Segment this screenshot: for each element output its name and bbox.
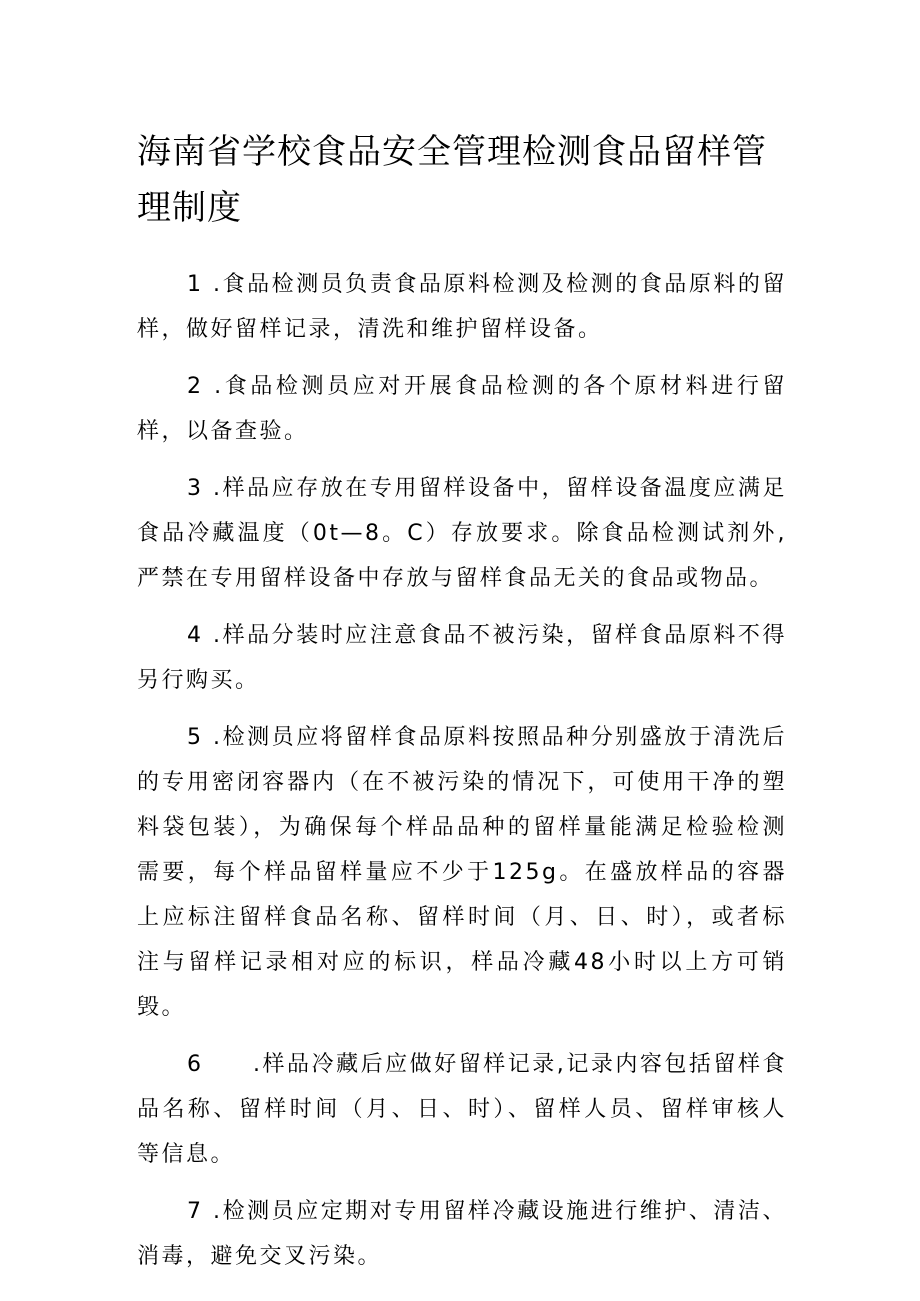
clause-separator: . xyxy=(203,476,223,501)
clause-separator: . xyxy=(203,374,224,399)
clause-5 xyxy=(137,715,787,1030)
clause-separator: . xyxy=(203,725,223,750)
clause-2 xyxy=(137,364,787,454)
clause-7 xyxy=(137,1189,787,1279)
clause-text: 检测员应将留样食品原料按照品种分别盛放于清洗后的专用密闭容器内（在不被污染的情况下，可使用干净的塑料袋包装），为确保每个样品品种的留样量能满足检验检测需要，每个样品留样量应不少于125g。在盛放样品的容器上应标注留样食品名称、留样时间（月、日、时），或者标注与留样记录相对应的标识，样品冷藏48小时以上方可销毁。 xyxy=(137,725,787,1020)
clause-separator: . xyxy=(203,623,223,648)
clause-number: 7 xyxy=(187,1199,204,1224)
clause-separator: . xyxy=(243,1052,263,1077)
clause-text: 样品应存放在专用留样设备中，留样设备温度应满足食品冷藏温度（0t—8。C）存放要求。除食品检测试剂外,严禁在专用留样设备中存放与留样食品无关的食品或物品。 xyxy=(137,476,787,591)
clause-text: 食品检测员应对开展食品检测的各个原材料进行留样，以备查验。 xyxy=(137,374,787,444)
clause-text: 食品检测员负责食品原料检测及检测的食品原料的留样，做好留样记录，清洗和维护留样设备。 xyxy=(137,272,787,342)
clause-number: 3 xyxy=(187,476,204,501)
document-title: 海南省学校食品安全管理检测食品留样管理制度 xyxy=(137,132,767,228)
clause-number: 6 xyxy=(187,1052,204,1077)
clause-number: 2 xyxy=(187,374,204,399)
clause-4 xyxy=(137,613,787,703)
clause-6 xyxy=(137,1042,787,1177)
clause-separator: . xyxy=(203,1199,223,1224)
clause-separator: . xyxy=(203,272,223,297)
clause-text: 样品冷藏后应做好留样记录,记录内容包括留样食品名称、留样时间（月、日、时）、留样人员、留样审核人等信息。 xyxy=(137,1052,787,1167)
clause-1 xyxy=(137,262,787,352)
clause-number: 4 xyxy=(187,623,204,648)
clause-3 xyxy=(137,466,787,601)
clause-number: 5 xyxy=(187,725,204,750)
document-body xyxy=(137,262,787,1291)
clause-number: 1 xyxy=(187,272,204,297)
clause-text: 样品分装时应注意食品不被污染，留样食品原料不得另行购买。 xyxy=(137,623,787,693)
clause-text: 检测员应定期对专用留样冷藏设施进行维护、清洁、消毒，避免交叉污染。 xyxy=(137,1199,787,1269)
